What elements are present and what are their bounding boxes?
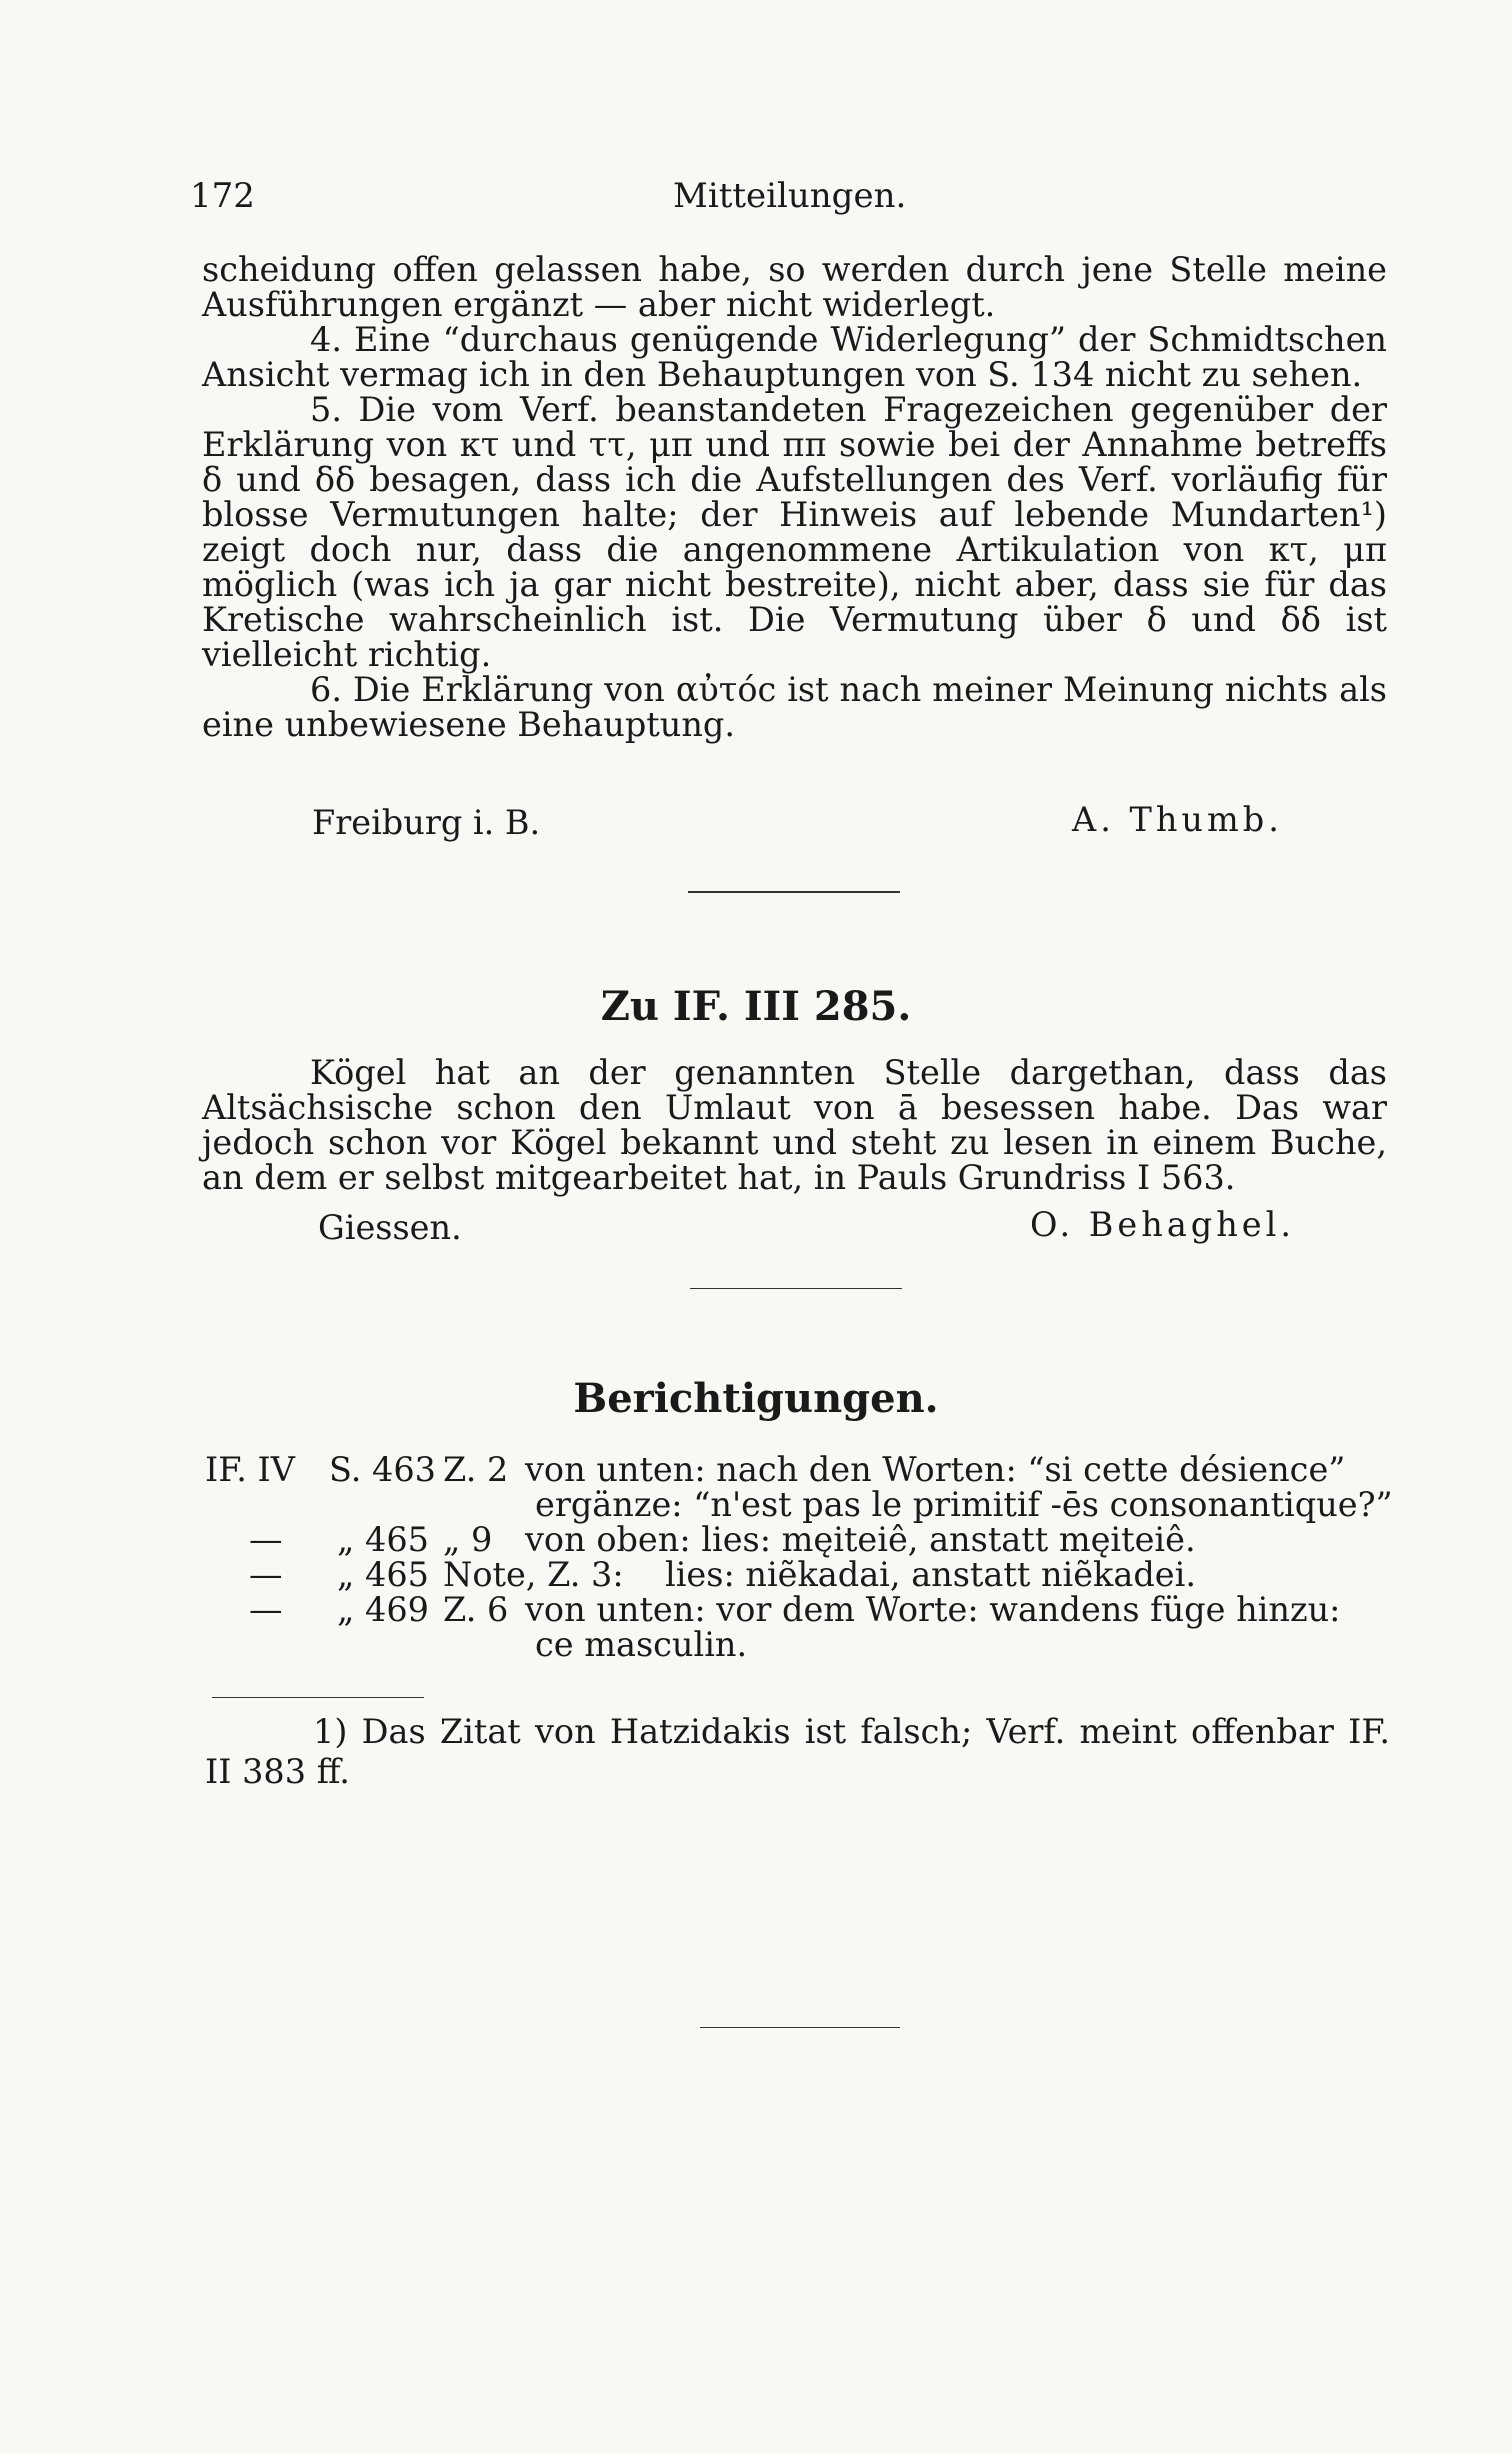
running-title: Mitteilungen.	[673, 176, 907, 216]
divider	[688, 891, 900, 893]
footnote	[205, 1712, 1390, 1792]
corrections-list	[205, 1452, 1405, 1662]
paragraph: 4. Eine “durchaus genügende Widerlegung” der Schmidtschen Ansicht vermag ich in den Behauptungen von S. 134 nicht zu sehen.	[202, 320, 1387, 394]
author-behaghel: O. Behaghel.	[1030, 1205, 1295, 1244]
footnote-text: 1) Das Zitat von Hatzidakis ist falsch; Verf. meint offenbar IF. II 383 ff.	[205, 1712, 1390, 1791]
paragraph: 6. Die Erklärung von αὐτόϲ ist nach meiner Meinung nichts als eine unbewiesene Behauptung.	[202, 670, 1387, 744]
footnote-rule	[212, 1697, 424, 1698]
bottom-rule	[700, 2027, 900, 2028]
correction-row: ergänze: “n'est pas le primitif -ēs consonantique?”	[535, 1485, 1393, 1524]
section-behaghel	[202, 1055, 1387, 1195]
correction-row: — „ 465 Note, Z. 3: lies: niẽkadai, anstatt niẽkadei.	[249, 1555, 1196, 1594]
heading-berichtigungen: Berichtigungen.	[573, 1375, 939, 1422]
correction-row: ce masculin.	[535, 1625, 748, 1664]
section-thumb	[202, 252, 1387, 742]
divider	[690, 1288, 902, 1289]
correction-row: — „ 469 Z. 6 von unten: vor dem Worte: wandens füge hinzu:	[249, 1590, 1341, 1629]
correction-row: — „ 465 „ 9 von oben: lies: męiteiê, anstatt męiteiê.	[249, 1520, 1196, 1559]
correction-row: IF. IV S. 463 Z. 2 von unten: nach den Worten: “si cette désience”	[205, 1450, 1346, 1489]
paragraph: 5. Die vom Verf. beanstandeten Fragezeichen gegenüber der Erklärung von κτ und ττ, μπ und ππ sowie bei der Annahme betreffs δ und δδ besagen, dass ich die Aufstellungen des Verf. vorläufig für blosse Vermutungen halte; der Hinweis auf lebende Mundarten¹) zeigt doch nur, dass die angenommene Artikulation von κτ, μπ möglich (was ich ja gar nicht bestreite), nicht aber, dass sie für das Kretische wahrscheinlich ist. Die Vermutung über δ und δδ ist vielleicht richtig.	[202, 390, 1387, 674]
paragraph: Kögel hat an der genannten Stelle dargethan, dass das Altsächsische schon den Umlaut von ā besessen habe. Das war jedoch schon vor Kögel bekannt und steht zu lesen in einem Buche, an dem er selbst mitgearbeitet hat, in Pauls Grundriss I 563.	[202, 1053, 1387, 1197]
page-number: 172	[190, 176, 255, 216]
author-thumb: A. Thumb.	[1072, 800, 1283, 839]
place-giessen: Giessen.	[318, 1208, 462, 1247]
place-freiburg: Freiburg i. B.	[312, 803, 541, 842]
paragraph: scheidung offen gelassen habe, so werden durch jene Stelle meine Ausführungen ergänzt — aber nicht widerlegt.	[202, 250, 1387, 324]
heading-zu-if: Zu IF. III 285.	[600, 983, 912, 1030]
